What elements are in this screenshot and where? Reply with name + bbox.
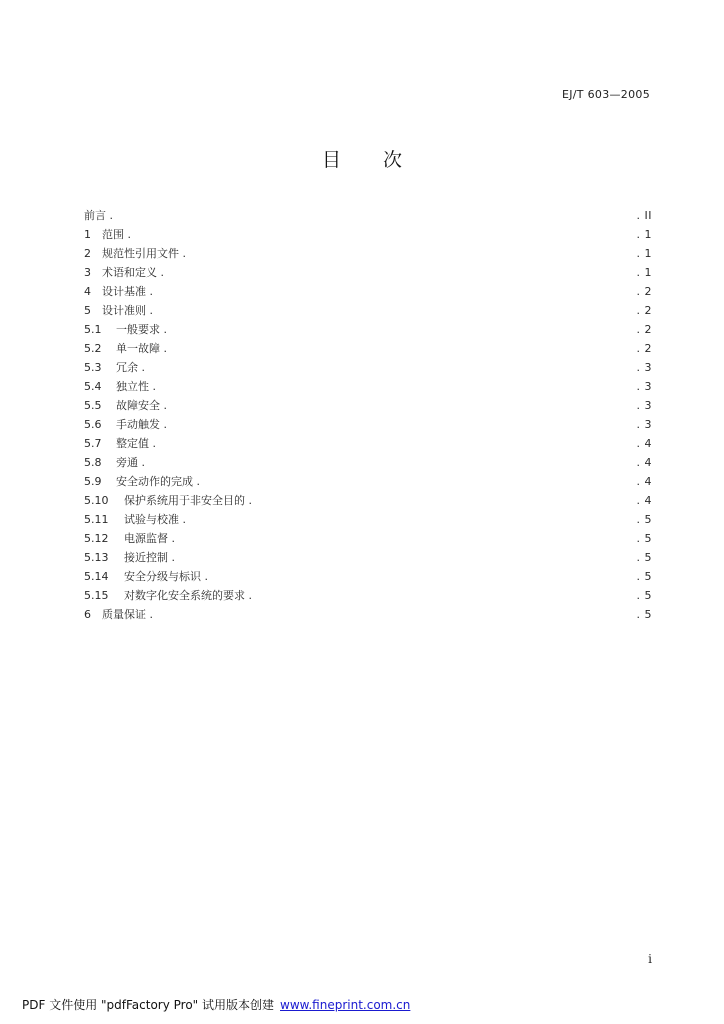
toc-entry-title: 独立性 . (116, 377, 156, 396)
toc-entry-page: . II (637, 206, 653, 225)
toc-entry-page: . 5 (637, 567, 653, 586)
toc-entry-number: 4 (84, 285, 91, 298)
toc-entry-page: . 4 (637, 434, 653, 453)
toc-entry-page: . 5 (637, 548, 653, 567)
toc-entry-page: . 3 (637, 415, 653, 434)
toc-entry-title: 整定值 . (116, 434, 156, 453)
toc-entry[interactable] (84, 320, 652, 339)
toc-entry[interactable] (84, 301, 652, 320)
toc-entry[interactable] (84, 263, 652, 282)
toc-entry-title: 设计基准 . (102, 282, 153, 301)
toc-entry-number: 5.3 (84, 361, 102, 374)
toc-entry-number: 5.4 (84, 380, 102, 393)
toc-entry[interactable] (84, 548, 652, 567)
toc-entry[interactable] (84, 491, 652, 510)
toc-entry[interactable] (84, 282, 652, 301)
toc-entry-page: . 1 (637, 244, 653, 263)
page-title: 目 次 (321, 149, 421, 171)
toc-entry-number: 5.2 (84, 342, 102, 355)
toc-entry-number: 1 (84, 228, 91, 241)
table-of-contents (84, 206, 652, 624)
toc-entry-page: . 2 (637, 282, 653, 301)
document-code: EJ/T 603—2005 (561, 88, 650, 101)
toc-entry-number: 5 (84, 304, 91, 317)
toc-entry-page: . 4 (637, 453, 653, 472)
toc-entry[interactable] (84, 339, 652, 358)
toc-entry-page: . 3 (637, 396, 653, 415)
toc-entry-title: 对数字化安全系统的要求 . (124, 586, 252, 605)
toc-entry-page: . 5 (637, 586, 653, 605)
toc-entry[interactable] (84, 415, 652, 434)
toc-entry-title: 范围 . (102, 225, 131, 244)
toc-entry-page: . 3 (637, 377, 653, 396)
toc-entry-page: . 5 (637, 529, 653, 548)
toc-entry[interactable] (84, 510, 652, 529)
toc-entry-page: . 1 (637, 263, 653, 282)
toc-entry-number: 5.11 (84, 513, 109, 526)
toc-entry-title: 一般要求 . (116, 320, 167, 339)
toc-entry[interactable] (84, 206, 652, 225)
toc-entry[interactable] (84, 396, 652, 415)
toc-entry-title: 旁通 . (116, 453, 145, 472)
toc-entry[interactable] (84, 244, 652, 263)
watermark-text: PDF 文件使用 "pdfFactory Pro" 试用版本创建 (22, 998, 275, 1012)
toc-entry-number: 5.10 (84, 494, 109, 507)
toc-entry[interactable] (84, 529, 652, 548)
toc-entry-title: 故障安全 . (116, 396, 167, 415)
toc-entry-number: 5.13 (84, 551, 109, 564)
toc-entry[interactable] (84, 605, 652, 624)
toc-entry-page: . 5 (637, 605, 653, 624)
toc-entry-page: . 3 (637, 358, 653, 377)
toc-entry[interactable] (84, 453, 652, 472)
toc-entry-title: 保护系统用于非安全目的 . (124, 491, 252, 510)
toc-entry-page: . 2 (637, 339, 653, 358)
toc-entry-number: 5.9 (84, 475, 102, 488)
toc-entry-number: 2 (84, 247, 91, 260)
toc-entry-title: 电源监督 . (124, 529, 175, 548)
toc-entry-number: 5.12 (84, 532, 109, 545)
pdf-watermark (22, 996, 410, 1013)
toc-entry-number: 5.14 (84, 570, 109, 583)
toc-entry-title: 试验与校准 . (124, 510, 186, 529)
toc-entry[interactable] (84, 586, 652, 605)
toc-entry-number: 5.7 (84, 437, 102, 450)
toc-entry[interactable] (84, 567, 652, 586)
toc-entry-title: 规范性引用文件 . (102, 244, 186, 263)
toc-entry-title: 安全分级与标识 . (124, 567, 208, 586)
toc-entry[interactable] (84, 434, 652, 453)
toc-entry[interactable] (84, 377, 652, 396)
toc-entry-number: 5.15 (84, 589, 109, 602)
toc-entry-title: 冗余 . (116, 358, 145, 377)
toc-entry[interactable] (84, 225, 652, 244)
toc-entry-number: 5.1 (84, 323, 102, 336)
toc-entry-title: 质量保证 . (102, 605, 153, 624)
toc-entry-page: . 1 (637, 225, 653, 244)
toc-entry-number: 6 (84, 608, 91, 621)
toc-entry-page: . 5 (637, 510, 653, 529)
toc-entry-title: 前言 . (84, 206, 113, 225)
toc-entry-page: . 2 (637, 320, 653, 339)
toc-entry-number: 5.5 (84, 399, 102, 412)
toc-entry[interactable] (84, 358, 652, 377)
toc-entry[interactable] (84, 472, 652, 491)
toc-entry-page: . 4 (637, 472, 653, 491)
toc-entry-title: 术语和定义 . (102, 263, 164, 282)
toc-entry-title: 接近控制 . (124, 548, 175, 567)
toc-entry-title: 手动触发 . (116, 415, 167, 434)
toc-entry-number: 3 (84, 266, 91, 279)
toc-entry-page: . 2 (637, 301, 653, 320)
page-number: i (648, 952, 652, 966)
toc-entry-page: . 4 (637, 491, 653, 510)
toc-entry-title: 单一故障 . (116, 339, 167, 358)
toc-entry-title: 安全动作的完成 . (116, 472, 200, 491)
watermark-link[interactable]: www.fineprint.com.cn (280, 998, 411, 1012)
toc-entry-number: 5.6 (84, 418, 102, 431)
toc-entry-number: 5.8 (84, 456, 102, 469)
toc-entry-title: 设计准则 . (102, 301, 153, 320)
